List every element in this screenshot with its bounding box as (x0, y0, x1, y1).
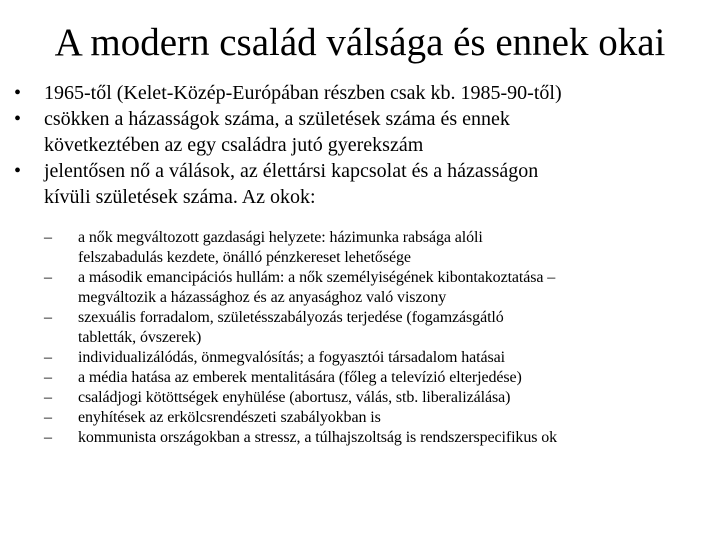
sub-bullet-text-line: kommunista országokban a stressz, a túlhajszoltság is rendszerspecifikus ok (78, 429, 558, 446)
sub-bullet-text-line: szexuális forradalom, születésszabályozás terjedése (fogamzásgátló (78, 309, 504, 326)
sub-bullet-item-6 (44, 388, 704, 408)
sub-bullet-text-line: családjogi kötöttségek enyhülése (abortusz, válás, stb. liberalizálása) (78, 389, 511, 406)
bullet-text-line: jelentősen nő a válások, az élettársi kapcsolat és a házasságon (44, 160, 539, 182)
sub-bullet-item-1 (44, 228, 704, 268)
bullet-text-line: 1965-től (Kelet-Közép-Európában részben csak kb. 1985-90-től) (44, 82, 562, 104)
bullet-item-2 (14, 106, 714, 158)
sub-bullet-marker: – (44, 309, 52, 326)
sub-bullet-marker: – (44, 429, 52, 446)
bullet-text-line: következtében az egy családra jutó gyerekszám (44, 134, 424, 156)
sub-bullet-item-4 (44, 348, 704, 368)
sub-bullet-marker: – (44, 349, 52, 366)
sub-bullet-marker: – (44, 369, 52, 386)
sub-bullet-list (44, 228, 704, 448)
sub-bullet-marker: – (44, 389, 52, 406)
sub-bullet-text-line: individualizálódás, önmegvalósítás; a fogyasztói társadalom hatásai (78, 349, 505, 366)
sub-bullet-text-line: felszabadulás kezdete, önálló pénzkereset lehetősége (78, 249, 411, 266)
sub-bullet-marker: – (44, 269, 52, 286)
bullet-marker: • (14, 108, 22, 130)
sub-bullet-item-8 (44, 428, 704, 448)
sub-bullet-text-line: megváltozik a házassághoz és az anyasághoz való viszony (78, 289, 447, 306)
sub-bullet-text-line: enyhítések az erkölcsrendészeti szabályokban is (78, 409, 381, 426)
sub-bullet-item-3 (44, 308, 704, 348)
sub-bullet-marker: – (44, 229, 52, 246)
sub-bullet-item-2 (44, 268, 704, 308)
sub-bullet-item-5 (44, 368, 704, 388)
bullet-item-1 (14, 80, 714, 106)
sub-bullet-text-line: a média hatása az emberek mentalitására (főleg a televízió elterjedése) (78, 369, 522, 386)
bullet-text-line: kívüli születések száma. Az okok: (44, 186, 316, 208)
slide-title: A modern család válsága és ennek okai (54, 21, 666, 64)
sub-bullet-marker: – (44, 409, 52, 426)
bullet-item-3 (14, 158, 714, 210)
bullet-marker: • (14, 160, 22, 182)
bullet-marker: • (14, 82, 22, 104)
sub-bullet-text-line: a nők megváltozott gazdasági helyzete: házimunka rabsága alóli (78, 229, 483, 246)
sub-bullet-text-line: tabletták, óvszerek) (78, 329, 202, 346)
sub-bullet-item-7 (44, 408, 704, 428)
sub-bullet-text-line: a második emancipációs hullám: a nők személyiségének kibontakoztatása – (78, 269, 556, 286)
bullet-text-line: csökken a házasságok száma, a születések száma és ennek (44, 108, 510, 130)
bullet-list (14, 80, 714, 210)
